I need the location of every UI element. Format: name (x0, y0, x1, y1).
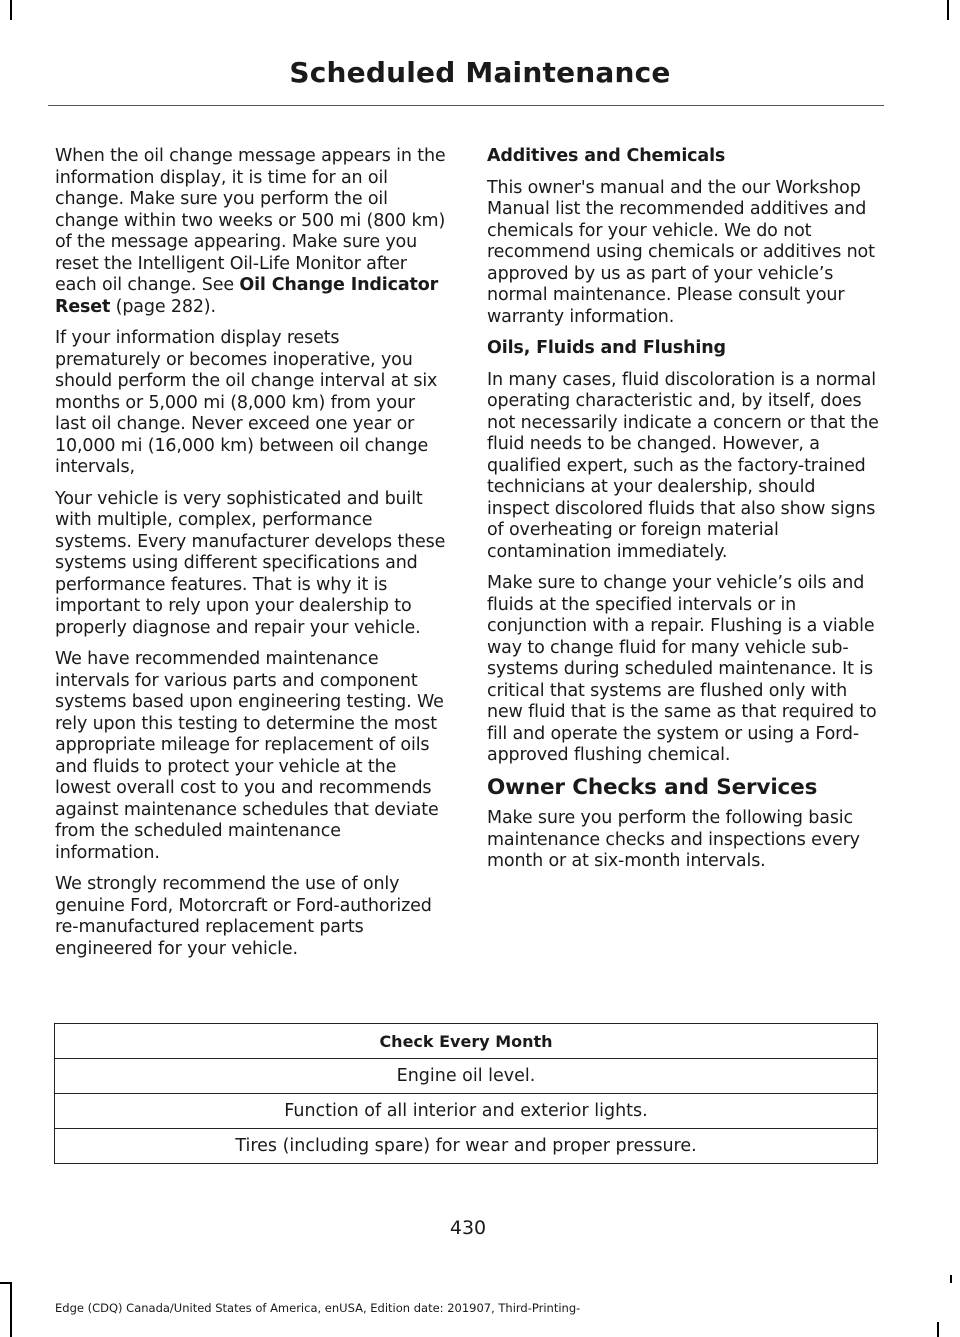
crop-mark-right-tick (950, 1275, 952, 1283)
footer-edition-info: Edge (CDQ) Canada/United States of America, enUSA, Edition date: 201907, Third-Printing- (55, 1301, 581, 1315)
check-every-month-table (54, 1023, 878, 1164)
additives-heading: Additives and Chemicals (487, 146, 726, 166)
owner-checks-heading: Owner Checks and Services (487, 774, 818, 800)
flushing-paragraph: Make sure to change your vehicle’s oils and fluids at the specified intervals or in conjunction with a repair. Flushing is a viable way to change fluid for many vehicle sub-systems during scheduled maintenance. It is critical that systems are flushed only with new fluid that is the same as that required to fill and operate the system or using a Ford-approved flushing chemical. (487, 573, 877, 765)
title-divider (48, 105, 884, 106)
oil-change-text: When the oil change message appears in the information display, it is time for an oil change. Make sure you perform the oil change within two weeks or 500 mi (800 km) of the message appearing. Make sure you reset the Intelligent Oil-Life Monitor after each oil change. See (55, 146, 446, 295)
crop-mark-top-right (947, 0, 949, 20)
genuine-parts-paragraph: We strongly recommend the use of only genuine Ford, Motorcraft or Ford-authorized re-manufactured replacement parts engineered for your vehicle. (55, 874, 432, 959)
table-header-row (55, 1024, 878, 1059)
table-row (55, 1094, 878, 1129)
table-cell: Tires (including spare) for wear and proper pressure. (55, 1129, 878, 1164)
crop-mark-bottom-left-vertical (10, 1282, 12, 1337)
table-row (55, 1059, 878, 1094)
additives-paragraph: This owner's manual and the our Workshop Manual list the recommended additives and chemicals for your vehicle. We do not recommend using chemicals or additives not approved by us as part of your vehicle’s normal maintenance. Please consult your warranty information. (487, 177, 875, 327)
oil-change-indicator-reset-link[interactable]: Oil Change Indicator Reset (55, 275, 439, 317)
oil-change-paragraph (55, 146, 449, 318)
crop-mark-top-left (10, 0, 12, 20)
fluid-discoloration-paragraph: In many cases, fluid discoloration is a normal operating characteristic and, by itself, does not necessarily indicate a concern or that the fluid needs to be changed. However, a qualified expert, such as the factory-trained technicians at your dealership, should inspect discolored fluids that also show signs of overheating or foreign material contamination immediately. (487, 369, 879, 562)
maintenance-intervals-paragraph: We have recommended maintenance intervals for various parts and component systems based upon engineering testing. We rely upon this testing to determine the most appropriate mileage for replacement of oils and fluids to protect your vehicle at the lowest overall cost to you and recommends against maintenance schedules that deviate from the scheduled maintenance information. (55, 649, 444, 863)
crop-mark-bottom-left-horizontal (0, 1282, 12, 1284)
table-header: Check Every Month (55, 1024, 878, 1059)
right-column (487, 146, 881, 883)
page-title: Scheduled Maintenance (289, 56, 671, 89)
page-number: 430 (449, 1217, 487, 1239)
sophisticated-vehicle-paragraph: Your vehicle is very sophisticated and built with multiple, complex, performance systems. Every manufacturer develops these systems using different specifications and performance features. That is why it is important to rely upon your dealership to properly diagnose and repair your vehicle. (55, 488, 446, 638)
page-reference: (page 282). (110, 296, 216, 317)
owner-checks-paragraph: Make sure you perform the following basic maintenance checks and inspections every month or at six-month intervals. (487, 808, 860, 871)
table-cell: Function of all interior and exterior lights. (55, 1094, 878, 1129)
oils-fluids-heading: Oils, Fluids and Flushing (487, 338, 726, 358)
left-column (55, 146, 449, 970)
table-row (55, 1129, 878, 1164)
table-cell: Engine oil level. (55, 1059, 878, 1094)
crop-mark-bottom-right (937, 1322, 939, 1337)
display-reset-paragraph: If your information display resets prematurely or becomes inoperative, you should perform the oil change interval at six months or 5,000 mi (8,000 km) from your last oil change. Never exceed one year or 10,000 mi (16,000 km) between oil change intervals, (55, 328, 438, 477)
